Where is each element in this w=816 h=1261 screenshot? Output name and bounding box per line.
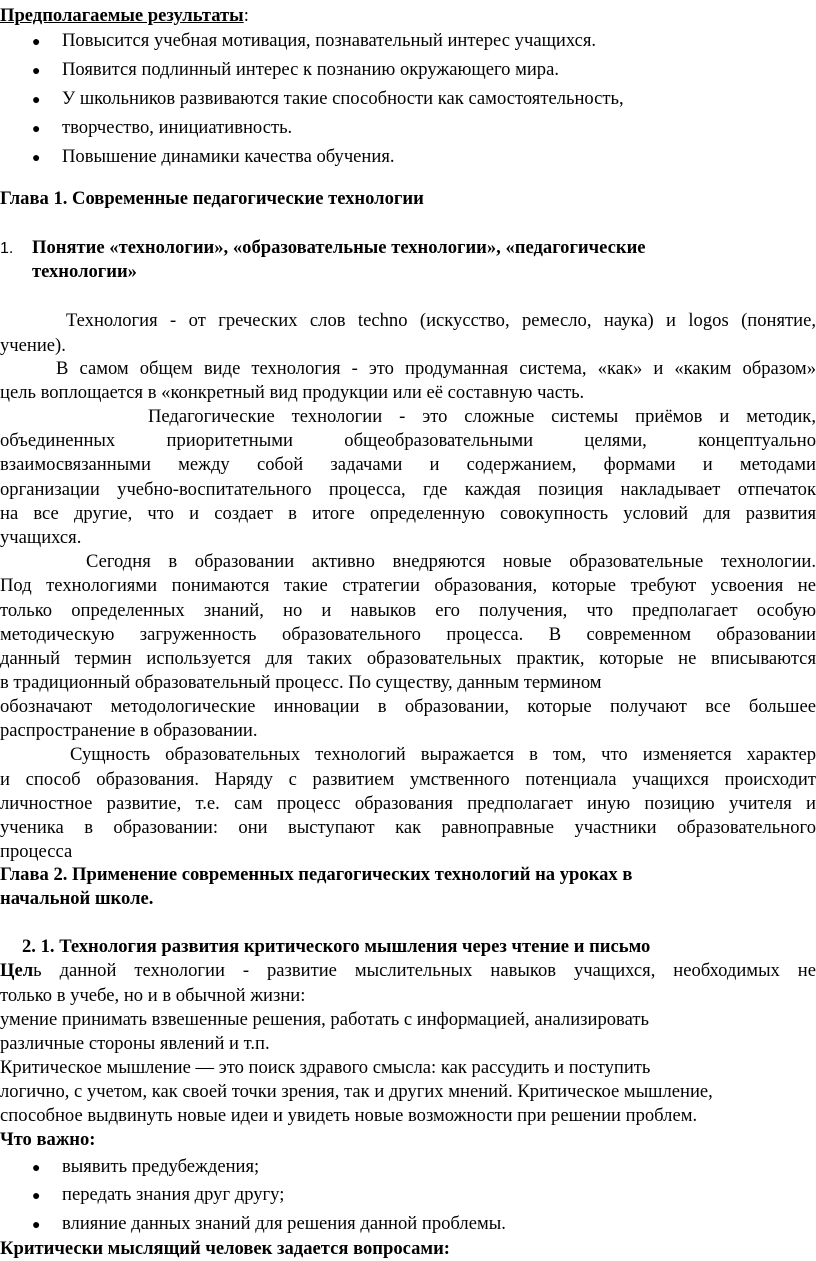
list-item: выявить предубеждения; [62, 1156, 260, 1177]
bullet-icon: ● [32, 122, 41, 137]
para3-line1: Педагогические технологии - это сложные системы приёмов и методик, [148, 406, 816, 427]
para5-line2: и способ образования. Наряду с развитием умственного потенциала учащихся происходит [0, 769, 816, 790]
section-title-line1: Понятие «технологии», «образовательные технологии», «педагогические [32, 237, 646, 258]
para5-line5: процесса [0, 841, 73, 862]
bullet-icon: ● [32, 1218, 41, 1233]
goal-line3: умение принимать взвешенные решения, работать с информацией, анализировать [0, 1009, 649, 1030]
para4-line2: Под технологиями понимаются такие стратегии образования, которые требуют усвоения не [0, 575, 816, 596]
para3-line6: учащихся. [0, 527, 82, 548]
para5-line4: ученика в образовании: они выступают как равноправные участники образовательного [0, 817, 816, 838]
list-item: У школьников развиваются такие способности как самостоятельность, [62, 88, 624, 109]
para4-line3: только определенных знаний, но и навыков его получения, что предполагает особую [0, 600, 816, 621]
goal-line1 [0, 958, 816, 983]
results-heading: Предполагаемые результаты [0, 5, 244, 26]
results-heading-line [0, 3, 249, 28]
chapter2-title-line2: начальной школе. [0, 888, 154, 909]
section-number: 1. [0, 240, 14, 257]
goal-line4: различные стороны явлений и т.п. [0, 1033, 270, 1054]
chapter2-title-line1: Глава 2. Применение современных педагогических технологий на уроках в [0, 864, 633, 885]
bullet-icon: ● [32, 1189, 41, 1204]
important-heading: Что важно: [0, 1129, 96, 1150]
bullet-icon: ● [32, 93, 41, 108]
para4-line6: в традиционный образовательный процесс. По существу, данным термином [0, 672, 602, 693]
goal-bold-word: Цел [0, 960, 34, 981]
para3-line2: объединенных приоритетными общеобразовательными целями, концептуально [0, 430, 816, 451]
list-item: творчество, инициативность. [62, 117, 293, 138]
bullet-icon: ● [32, 151, 41, 166]
last-heading: Критически мыслящий человек задается вопросами: [0, 1238, 450, 1259]
bullet-icon: ● [32, 64, 41, 79]
goal-line1-rest: ь данной технологии - развитие мыслительных навыков учащихся, необходимых не [33, 960, 816, 981]
list-item: Появится подлинный интерес к познанию окружающего мира. [62, 59, 559, 80]
para3-line5: на все другие, что и создает в итоге определенную совокупность условий для развития [0, 503, 816, 524]
chapter1-title: Глава 1. Современные педагогические технологии [0, 188, 424, 209]
para4-line4: методическую загруженность образовательного процесса. В современном образовании [0, 624, 816, 645]
bullet-icon: ● [32, 1161, 41, 1176]
para4-line1: Сегодня в образовании активно внедряются новые образовательные технологии. [86, 551, 816, 572]
para2-line2: цель воплощается в «конкретный вид продукции или её составную часть. [0, 382, 585, 403]
chapter2-section-title: 2. 1. Технология развития критического мышления через чтение и письмо [22, 936, 651, 957]
section-title-line2: технологии» [32, 261, 137, 282]
para3-line3: взаимосвязанными между собой задачами и содержанием, формами и методами [0, 454, 816, 475]
results-colon: : [243, 5, 249, 26]
critical-line3: способное выдвинуть новые идеи и увидеть новые возможности при решении проблем. [0, 1105, 698, 1126]
para1-line1: Технология - от греческих слов techno (искусство, ремесло, наука) и logos (понятие, [66, 310, 816, 331]
para4-line8: распространение в образовании. [0, 720, 258, 741]
para5-line1: Сущность образовательных технологий выражается в том, что изменяется характер [70, 744, 816, 765]
para5-line3: личностное развитие, т.е. сам процесс образования предполагает иную позицию учителя и [0, 793, 816, 814]
critical-line1: Критическое мышление — это поиск здравого смысла: как рассудить и поступить [0, 1057, 651, 1078]
para1-line2: учение). [0, 335, 66, 356]
bullet-icon: ● [32, 35, 41, 50]
list-item: передать знания друг другу; [62, 1184, 285, 1205]
list-item: Повышение динамики качества обучения. [62, 146, 395, 167]
para3-line4: организации учебно-воспитательного процесса, где каждая позиция накладывает отпечаток [0, 479, 816, 500]
critical-line2: логично, с учетом, как своей точки зрения, так и других мнений. Критическое мышление, [0, 1081, 713, 1102]
goal-line2: только в учебе, но и в обычной жизни: [0, 985, 306, 1006]
list-item: влияние данных знаний для решения данной проблемы. [62, 1213, 506, 1234]
para4-line5: данный термин используется для таких образовательных практик, которые не вписываются [0, 648, 816, 669]
para4-line7: обозначают методологические инновации в образовании, которые получают все большее [0, 696, 816, 717]
para2-line1: В самом общем виде технология - это продуманная система, «как» и «каким образом» [56, 358, 816, 379]
list-item: Повысится учебная мотивация, познавательный интерес учащихся. [62, 30, 597, 51]
